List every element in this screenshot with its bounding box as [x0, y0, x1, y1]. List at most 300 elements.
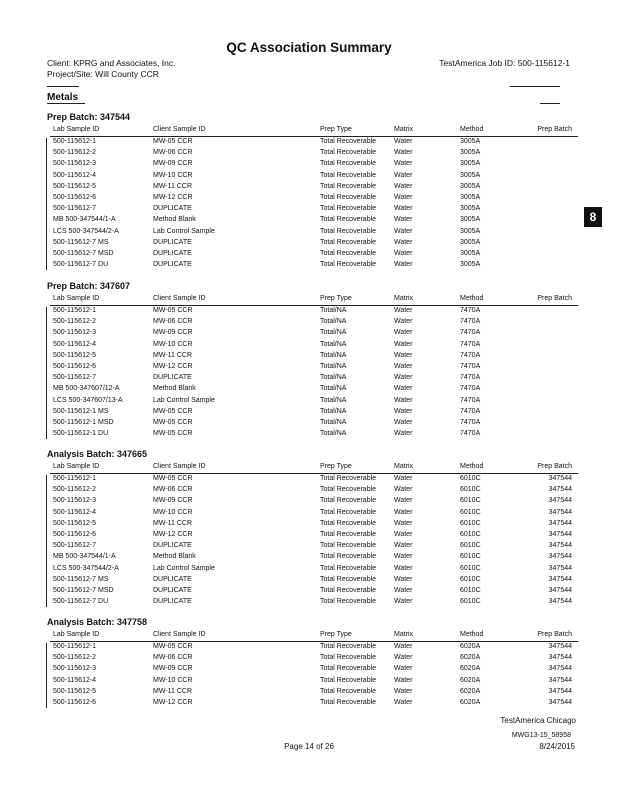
prep-type-cell: Total Recoverable: [320, 553, 377, 561]
client-sample-id-cell: MW-10 CCR: [153, 508, 193, 516]
lab-sample-id-cell: MB 500-347607/12-A: [53, 385, 120, 393]
client-sample-id-cell: DUPLICATE: [153, 205, 192, 213]
matrix-cell: Water: [394, 542, 413, 550]
method-cell: 6010C: [460, 587, 481, 594]
prep-type-cell: Total Recoverable: [320, 194, 377, 201]
prep-type-cell: Total Recoverable: [320, 643, 377, 650]
client-sample-id-cell: MW-05 CCR: [153, 138, 193, 145]
table-row: [50, 654, 580, 664]
client-sample-id-cell: DUPLICATE: [153, 238, 192, 246]
matrix-cell: Water: [394, 699, 413, 706]
method-cell: 7470A: [460, 430, 481, 438]
matrix-cell: Water: [394, 475, 413, 482]
client-sample-id-cell: MW-10 CCR: [153, 676, 193, 684]
column-header-client-sample-id: Client Sample ID: [153, 463, 206, 470]
client-sample-id-cell: MW-11 CCR: [153, 182, 193, 190]
section-tab[interactable]: 8: [584, 207, 602, 227]
prep-batch-cell: 347544: [548, 542, 572, 550]
matrix-cell: Water: [394, 396, 413, 404]
lab-sample-id-cell: LCS 500-347544/2-A: [53, 227, 119, 235]
method-cell: 7470A: [460, 419, 481, 426]
lab-sample-id-cell: 500-115612-3: [53, 329, 97, 337]
job-id: TestAmerica Job ID: 500-115612-1: [439, 58, 570, 68]
table-row: [50, 486, 580, 496]
prep-type-cell: Total/NA: [320, 374, 347, 382]
matrix-cell: Water: [394, 238, 413, 246]
column-header-method: Method: [460, 631, 484, 638]
lab-sample-id-cell: 500-115612-1: [53, 138, 97, 145]
matrix-cell: Water: [394, 194, 413, 201]
prep-batch-cell: 347544: [548, 564, 572, 572]
prep-type-cell: Total Recoverable: [320, 149, 377, 157]
lab-sample-id-cell: 500-115612-1: [53, 475, 97, 482]
table-row: [50, 688, 580, 698]
method-cell: 7470A: [460, 307, 481, 314]
method-cell: 7470A: [460, 318, 481, 326]
matrix-cell: Water: [394, 149, 413, 157]
lab-sample-id-cell: 500-115612-5: [53, 351, 97, 359]
lab-sample-id-cell: 500-115612-7: [53, 374, 97, 382]
matrix-cell: Water: [394, 182, 413, 190]
client-sample-id-cell: MW-06 CCR: [153, 654, 193, 662]
prep-type-cell: Total Recoverable: [320, 138, 377, 145]
method-cell: 6010C: [460, 564, 481, 572]
matrix-cell: Water: [394, 564, 413, 572]
prep-type-cell: Total Recoverable: [320, 587, 377, 594]
matrix-cell: Water: [394, 385, 413, 393]
lab-sample-id-cell: 500-115612-4: [53, 171, 97, 179]
header-divider-right: [510, 86, 560, 87]
table-row: [50, 408, 580, 418]
lab-sample-id-cell: 500-115612-7: [53, 205, 97, 213]
method-cell: 6010C: [460, 508, 481, 516]
lab-sample-id-cell: LCS 500-347544/2-A: [53, 564, 119, 572]
column-header-prep-type: Prep Type: [320, 295, 352, 302]
prep-type-cell: Total Recoverable: [320, 227, 377, 235]
method-cell: 7470A: [460, 396, 481, 404]
column-rule: [50, 473, 578, 474]
footer-company: TestAmerica Chicago: [500, 716, 576, 725]
client-sample-id-cell: MW-12 CCR: [153, 699, 193, 706]
lab-sample-id-cell: 500-115612-7 MS: [53, 238, 109, 246]
client-sample-id-cell: Method Blank: [153, 385, 196, 393]
client-sample-id-cell: MW-10 CCR: [153, 171, 193, 179]
table-row: [50, 352, 580, 362]
client-sample-id-cell: MW-05 CCR: [153, 407, 193, 415]
matrix-cell: Water: [394, 430, 413, 438]
lab-sample-id-cell: 500-115612-7 MSD: [53, 250, 114, 257]
table-row: [50, 497, 580, 507]
matrix-cell: Water: [394, 250, 413, 257]
table-row: [50, 138, 580, 148]
matrix-cell: Water: [394, 227, 413, 235]
prep-type-cell: Total/NA: [320, 351, 347, 359]
table-row: [50, 329, 580, 339]
client-sample-id-cell: MW-12 CCR: [153, 363, 193, 370]
method-cell: 3005A: [460, 182, 481, 190]
column-rule: [50, 305, 578, 306]
lab-sample-id-cell: 500-115612-4: [53, 508, 97, 516]
matrix-cell: Water: [394, 340, 413, 348]
column-header-prep-type: Prep Type: [320, 463, 352, 470]
method-cell: 6010C: [460, 486, 481, 494]
column-header-method: Method: [460, 463, 484, 470]
prep-type-cell: Total Recoverable: [320, 160, 377, 168]
matrix-cell: Water: [394, 407, 413, 415]
method-cell: 6020A: [460, 665, 481, 673]
table-row: [50, 228, 580, 238]
lab-sample-id-cell: 500-115612-2: [53, 654, 97, 662]
prep-batch-cell: 347544: [548, 475, 572, 482]
column-header-matrix: Matrix: [394, 295, 414, 302]
matrix-cell: Water: [394, 654, 413, 662]
client-sample-id-cell: DUPLICATE: [153, 542, 192, 550]
prep-type-cell: Total Recoverable: [320, 497, 377, 505]
matrix-cell: Water: [394, 508, 413, 516]
prep-type-cell: Total Recoverable: [320, 531, 377, 538]
column-header-prep-type: Prep Type: [320, 126, 352, 133]
method-cell: 7470A: [460, 407, 481, 415]
table-row: [50, 542, 580, 552]
matrix-cell: Water: [394, 676, 413, 684]
prep-type-cell: Total Recoverable: [320, 687, 377, 695]
matrix-cell: Water: [394, 598, 413, 606]
lab-sample-id-cell: 500-115612-3: [53, 497, 97, 505]
client-sample-id-cell: MW-12 CCR: [153, 531, 193, 538]
table-row: [50, 598, 580, 608]
matrix-cell: Water: [394, 329, 413, 337]
prep-type-cell: Total/NA: [320, 407, 347, 415]
prep-type-cell: Total Recoverable: [320, 564, 377, 572]
prep-type-cell: Total Recoverable: [320, 171, 377, 179]
prep-type-cell: Total/NA: [320, 307, 347, 314]
table-row: [50, 183, 580, 193]
column-header-client-sample-id: Client Sample ID: [153, 631, 206, 638]
table-row: [50, 216, 580, 226]
prep-batch-cell: 347544: [548, 508, 572, 516]
column-header-method: Method: [460, 295, 484, 302]
table-row: [50, 239, 580, 249]
prep-type-cell: Total Recoverable: [320, 250, 377, 257]
batch-title: Analysis Batch: 347665: [47, 449, 148, 459]
lab-sample-id-cell: 500-115612-6: [53, 194, 97, 201]
client-sample-id-cell: MW-10 CCR: [153, 340, 193, 348]
matrix-cell: Water: [394, 374, 413, 382]
prep-batch-cell: 347544: [548, 598, 572, 606]
prep-type-cell: Total Recoverable: [320, 486, 377, 494]
method-cell: 3005A: [460, 149, 481, 157]
lab-sample-id-cell: 500-115612-6: [53, 531, 97, 538]
column-headers: [50, 631, 580, 641]
column-header-matrix: Matrix: [394, 126, 414, 133]
column-headers: [50, 126, 580, 136]
matrix-cell: Water: [394, 160, 413, 168]
lab-sample-id-cell: 500-115612-1: [53, 643, 97, 650]
client-sample-id-cell: MW-11 CCR: [153, 687, 193, 695]
lab-sample-id-cell: 500-115612-6: [53, 699, 97, 706]
table-row: [50, 172, 580, 182]
method-cell: 7470A: [460, 340, 481, 348]
table-row: [50, 363, 580, 373]
column-header-client-sample-id: Client Sample ID: [153, 295, 206, 302]
method-cell: 3005A: [460, 205, 481, 213]
method-cell: 7470A: [460, 329, 481, 337]
prep-batch-cell: 347544: [548, 699, 572, 706]
lab-sample-id-cell: 500-115612-2: [53, 318, 97, 326]
client-sample-id-cell: MW-11 CCR: [153, 519, 193, 527]
table-row: [50, 587, 580, 597]
method-cell: 6010C: [460, 531, 481, 538]
method-cell: 6020A: [460, 643, 481, 650]
client-sample-id-cell: MW-06 CCR: [153, 149, 193, 157]
matrix-cell: Water: [394, 318, 413, 326]
matrix-cell: Water: [394, 531, 413, 538]
lab-sample-id-cell: 500-115612-4: [53, 340, 97, 348]
lab-sample-id-cell: 500-115612-7 MS: [53, 575, 109, 583]
lab-sample-id-cell: 500-115612-7 DU: [53, 598, 109, 606]
prep-batch-cell: 347544: [548, 587, 572, 594]
table-row: [50, 643, 580, 653]
prep-batch-cell: 347544: [548, 519, 572, 527]
table-row: [50, 520, 580, 530]
prep-type-cell: Total Recoverable: [320, 676, 377, 684]
prep-type-cell: Total Recoverable: [320, 699, 377, 706]
client-sample-id-cell: DUPLICATE: [153, 374, 192, 382]
lab-sample-id-cell: MB 500-347544/1-A: [53, 216, 116, 224]
client-sample-id-cell: MW-09 CCR: [153, 329, 193, 337]
lab-sample-id-cell: 500-115612-4: [53, 676, 97, 684]
prep-batch-cell: 347544: [548, 687, 572, 695]
column-header-matrix: Matrix: [394, 631, 414, 638]
column-header-method: Method: [460, 126, 484, 133]
method-cell: 6020A: [460, 676, 481, 684]
column-header-lab-sample-id: Lab Sample ID: [53, 463, 100, 470]
matrix-cell: Water: [394, 486, 413, 494]
method-cell: 6020A: [460, 699, 481, 706]
matrix-cell: Water: [394, 205, 413, 213]
column-headers: [50, 463, 580, 473]
matrix-cell: Water: [394, 419, 413, 426]
table-row: [50, 385, 580, 395]
prep-type-cell: Total/NA: [320, 430, 347, 438]
method-cell: 6020A: [460, 654, 481, 662]
table-row: [50, 307, 580, 317]
section-divider-right: [540, 103, 560, 104]
table-row: [50, 397, 580, 407]
prep-type-cell: Total Recoverable: [320, 665, 377, 673]
method-cell: 3005A: [460, 238, 481, 246]
table-row: [50, 160, 580, 170]
table-row: [50, 430, 580, 440]
prep-type-cell: Total Recoverable: [320, 182, 377, 190]
client-sample-id-cell: Method Blank: [153, 216, 196, 224]
table-row: [50, 531, 580, 541]
method-cell: 6010C: [460, 475, 481, 482]
matrix-cell: Water: [394, 171, 413, 179]
section-heading: Metals: [47, 92, 79, 103]
prep-batch-cell: 347544: [548, 553, 572, 561]
table-row: [50, 194, 580, 204]
prep-type-cell: Total/NA: [320, 363, 347, 370]
lab-sample-id-cell: 500-115612-5: [53, 519, 97, 527]
prep-batch-cell: 347544: [548, 486, 572, 494]
method-cell: 7470A: [460, 374, 481, 382]
matrix-cell: Water: [394, 363, 413, 370]
batch-title: Analysis Batch: 347758: [47, 617, 148, 627]
client-sample-id-cell: MW-05 CCR: [153, 430, 193, 438]
prep-type-cell: Total/NA: [320, 318, 347, 326]
footer-date: 8/24/2015: [539, 742, 575, 751]
client-sample-id-cell: DUPLICATE: [153, 250, 192, 257]
matrix-cell: Water: [394, 519, 413, 527]
table-row: [50, 341, 580, 351]
client-sample-id-cell: MW-05 CCR: [153, 307, 193, 314]
column-rule: [50, 641, 578, 642]
matrix-cell: Water: [394, 553, 413, 561]
method-cell: 7470A: [460, 351, 481, 359]
method-cell: 6010C: [460, 519, 481, 527]
matrix-cell: Water: [394, 643, 413, 650]
client-sample-id-cell: MW-05 CCR: [153, 419, 193, 426]
prep-type-cell: Total/NA: [320, 419, 347, 426]
batch-title: Prep Batch: 347607: [47, 281, 131, 291]
client-name: Client: KPRG and Associates, Inc.: [47, 58, 176, 68]
client-sample-id-cell: MW-09 CCR: [153, 160, 193, 168]
client-sample-id-cell: Method Blank: [153, 553, 196, 561]
lab-sample-id-cell: 500-115612-5: [53, 687, 97, 695]
footer-code: MWG13-15_58958: [511, 732, 571, 739]
prep-batch-cell: 347544: [548, 676, 572, 684]
prep-type-cell: Total Recoverable: [320, 216, 377, 224]
method-cell: 3005A: [460, 250, 481, 257]
method-cell: 3005A: [460, 261, 481, 269]
client-sample-id-cell: MW-05 CCR: [153, 475, 193, 482]
column-header-prep-batch: Prep Batch: [537, 126, 572, 133]
column-headers: [50, 295, 580, 305]
batch-bracket: [46, 475, 47, 607]
prep-type-cell: Total Recoverable: [320, 238, 377, 246]
method-cell: 6010C: [460, 553, 481, 561]
method-cell: 6010C: [460, 497, 481, 505]
lab-sample-id-cell: 500-115612-1 MSD: [53, 419, 114, 426]
prep-type-cell: Total Recoverable: [320, 575, 377, 583]
method-cell: 3005A: [460, 171, 481, 179]
prep-type-cell: Total Recoverable: [320, 542, 377, 550]
lab-sample-id-cell: 500-115612-2: [53, 149, 97, 157]
column-header-client-sample-id: Client Sample ID: [153, 126, 206, 133]
method-cell: 3005A: [460, 160, 481, 168]
method-cell: 6010C: [460, 542, 481, 550]
client-sample-id-cell: MW-09 CCR: [153, 497, 193, 505]
lab-sample-id-cell: 500-115612-3: [53, 160, 97, 168]
matrix-cell: Water: [394, 575, 413, 583]
lab-sample-id-cell: 500-115612-2: [53, 486, 97, 494]
client-sample-id-cell: MW-11 CCR: [153, 351, 193, 359]
column-header-lab-sample-id: Lab Sample ID: [53, 631, 100, 638]
batch-title: Prep Batch: 347544: [47, 112, 131, 122]
method-cell: 6020A: [460, 687, 481, 695]
prep-type-cell: Total/NA: [320, 396, 347, 404]
matrix-cell: Water: [394, 351, 413, 359]
column-header-prep-batch: Prep Batch: [537, 631, 572, 638]
table-row: [50, 665, 580, 675]
lab-sample-id-cell: 500-115612-6: [53, 363, 97, 370]
matrix-cell: Water: [394, 687, 413, 695]
table-row: [50, 475, 580, 485]
prep-type-cell: Total/NA: [320, 385, 347, 393]
matrix-cell: Water: [394, 307, 413, 314]
table-row: [50, 509, 580, 519]
client-sample-id-cell: Lab Control Sample: [153, 227, 215, 235]
prep-type-cell: Total/NA: [320, 340, 347, 348]
lab-sample-id-cell: 500-115612-1 MS: [53, 407, 109, 415]
matrix-cell: Water: [394, 497, 413, 505]
prep-type-cell: Total Recoverable: [320, 508, 377, 516]
prep-type-cell: Total Recoverable: [320, 205, 377, 213]
prep-type-cell: Total Recoverable: [320, 654, 377, 662]
footer-page: Page 14 of 26: [284, 742, 334, 751]
column-header-lab-sample-id: Lab Sample ID: [53, 295, 100, 302]
prep-type-cell: Total Recoverable: [320, 261, 377, 269]
prep-batch-cell: 347544: [548, 654, 572, 662]
method-cell: 6010C: [460, 575, 481, 583]
prep-type-cell: Total Recoverable: [320, 598, 377, 606]
table-row: [50, 250, 580, 260]
table-row: [50, 318, 580, 328]
lab-sample-id-cell: 500-115612-1 DU: [53, 430, 109, 438]
lab-sample-id-cell: 500-115612-5: [53, 182, 97, 190]
prep-batch-cell: 347544: [548, 575, 572, 583]
prep-type-cell: Total Recoverable: [320, 519, 377, 527]
lab-sample-id-cell: 500-115612-7: [53, 542, 97, 550]
column-header-prep-batch: Prep Batch: [537, 463, 572, 470]
matrix-cell: Water: [394, 665, 413, 673]
client-sample-id-cell: MW-06 CCR: [153, 318, 193, 326]
column-header-lab-sample-id: Lab Sample ID: [53, 126, 100, 133]
client-sample-id-cell: DUPLICATE: [153, 575, 192, 583]
header-divider: [47, 86, 79, 87]
method-cell: 3005A: [460, 194, 481, 201]
lab-sample-id-cell: 500-115612-7 DU: [53, 261, 109, 269]
client-sample-id-cell: MW-09 CCR: [153, 665, 193, 673]
section-underline: [47, 103, 85, 104]
column-header-prep-batch: Prep Batch: [537, 295, 572, 302]
matrix-cell: Water: [394, 587, 413, 594]
prep-type-cell: Total/NA: [320, 329, 347, 337]
client-sample-id-cell: DUPLICATE: [153, 261, 192, 269]
prep-batch-cell: 347544: [548, 643, 572, 650]
method-cell: 3005A: [460, 227, 481, 235]
table-row: [50, 419, 580, 429]
column-header-matrix: Matrix: [394, 463, 414, 470]
batch-bracket: [46, 643, 47, 708]
matrix-cell: Water: [394, 261, 413, 269]
table-row: [50, 374, 580, 384]
client-sample-id-cell: Lab Control Sample: [153, 396, 215, 404]
lab-sample-id-cell: 500-115612-1: [53, 307, 97, 314]
table-row: [50, 149, 580, 159]
lab-sample-id-cell: 500-115612-7 MSD: [53, 587, 114, 594]
prep-batch-cell: 347544: [548, 665, 572, 673]
table-row: [50, 699, 580, 709]
method-cell: 3005A: [460, 216, 481, 224]
method-cell: 7470A: [460, 363, 481, 370]
prep-type-cell: Total Recoverable: [320, 475, 377, 482]
client-sample-id-cell: MW-06 CCR: [153, 486, 193, 494]
client-sample-id-cell: MW-12 CCR: [153, 194, 193, 201]
page-title: QC Association Summary: [226, 40, 392, 55]
client-sample-id-cell: Lab Control Sample: [153, 564, 215, 572]
